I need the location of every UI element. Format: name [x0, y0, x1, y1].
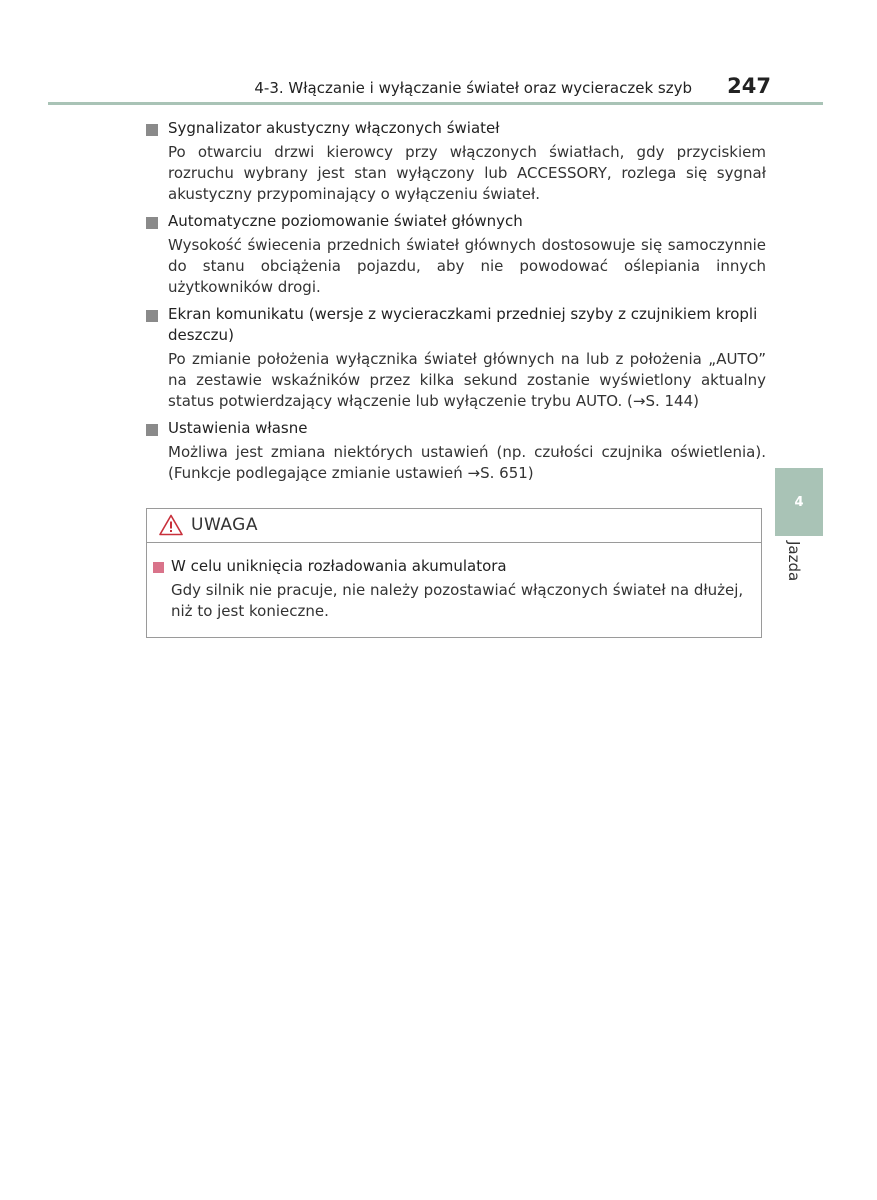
- chapter-label-text: Jazda: [785, 541, 803, 582]
- section-horn-reminder: [146, 118, 766, 205]
- chapter-title: 4-3. Włączanie i wyłączanie świateł oraz wycieraczek szyb: [254, 79, 692, 97]
- section-heading: [146, 304, 766, 346]
- chapter-number: 4: [794, 495, 804, 510]
- chapter-tab: [775, 468, 823, 536]
- section-body: Po zmianie położenia wyłącznika świateł głównych na lub z położenia „AUTO” na zestawie wskaźników przez kilka sekund zostanie wyświetlony aktualny status potwierdzający włączenie lub wyłączenie trybu AUTO. (→S. 144): [168, 350, 766, 410]
- section-heading-text: Ekran komunikatu (wersje z wycieraczkami przedniej szyby z czujnikiem kropli deszczu): [168, 305, 758, 344]
- page-number: 247: [727, 74, 771, 98]
- warning-triangle-icon: [159, 514, 183, 536]
- square-bullet-icon: [146, 124, 158, 136]
- warning-title: UWAGA: [191, 515, 258, 535]
- section-heading: [146, 211, 766, 232]
- square-bullet-icon: [153, 562, 164, 573]
- warning-body: Gdy silnik nie pracuje, nie należy pozostawiać włączonych świateł na dłużej, niż to jest konieczne.: [171, 581, 744, 620]
- section-heading-text: Ustawienia własne: [168, 419, 308, 437]
- section-message-screen: [146, 304, 766, 412]
- section-custom-settings: [146, 418, 766, 484]
- square-bullet-icon: [146, 310, 158, 322]
- chapter-label: [785, 541, 805, 591]
- warning-content: [147, 543, 761, 622]
- section-auto-leveling: [146, 211, 766, 298]
- section-heading-text: Sygnalizator akustyczny włączonych świateł: [168, 119, 500, 137]
- section-body: Po otwarciu drzwi kierowcy przy włączonych światłach, gdy przyciskiem rozruchu wybrany jest stan wyłączony lub ACCESSORY, rozlega się sygnał akustyczny przypominający o wyłączeniu świateł.: [168, 143, 766, 203]
- square-bullet-icon: [146, 217, 158, 229]
- section-heading: [146, 418, 766, 439]
- section-body: Wysokość świecenia przednich świateł głównych dostosowuje się samoczynnie do stanu obciążenia pojazdu, aby nie powodować oślepiania innych użytkowników drogi.: [168, 236, 766, 296]
- warning-heading: W celu uniknięcia rozładowania akumulatora: [171, 557, 507, 575]
- section-heading-text: Automatyczne poziomowanie świateł głównych: [168, 212, 523, 230]
- warning-box: [146, 508, 762, 638]
- section-heading: [146, 118, 766, 139]
- section-body: Możliwa jest zmiana niektórych ustawień (np. czułości czujnika oświetlenia). (Funkcje podlegające zmianie ustawień →S. 651): [168, 443, 766, 482]
- main-content: [146, 118, 766, 490]
- warning-header: [147, 509, 761, 543]
- square-bullet-icon: [146, 424, 158, 436]
- page-header: [48, 74, 823, 105]
